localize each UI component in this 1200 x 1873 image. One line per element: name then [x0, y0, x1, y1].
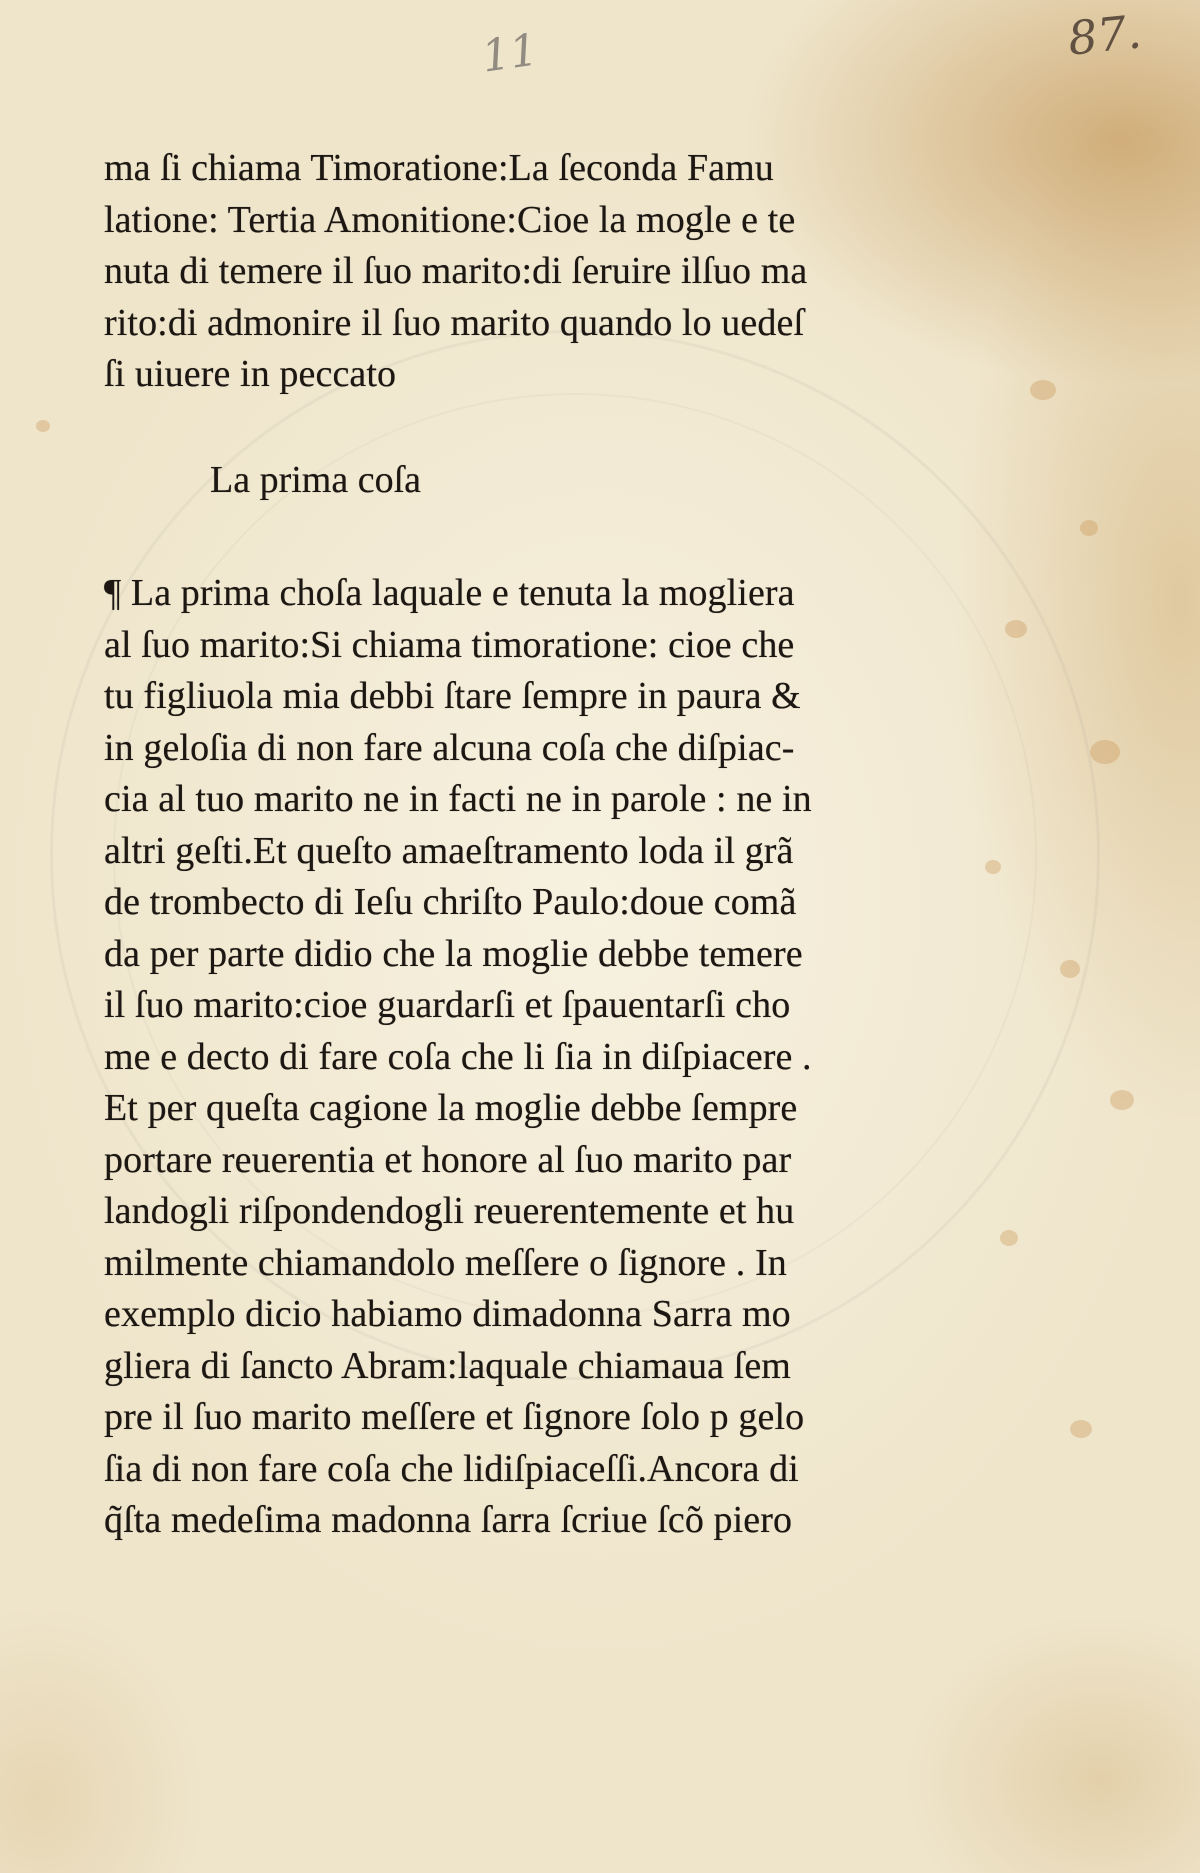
foxing-spot: [1030, 380, 1056, 400]
text-line: me e decto di fare coſa che li ſia in diſpiacere .: [104, 1035, 812, 1078]
text-line: nuta di temere il ſuo marito:di ſeruire ilſuo ma: [104, 250, 808, 292]
text-line: ſi uiuere in peccato: [104, 353, 397, 395]
text-line: ¶ La prima choſa laquale e tenuta la mogliera: [104, 572, 795, 614]
text-line: ſia di non fare coſa che lidiſpiaceſſi.Ancora di: [104, 1447, 799, 1490]
text-line: milmente chiamandolo meſſere o ſignore . In: [104, 1241, 787, 1284]
foxing-spot: [1005, 620, 1027, 638]
text-line: gliera di ſancto Abram:laquale chiamaua ſem: [104, 1344, 791, 1387]
paragraph-1: [104, 143, 807, 401]
text-line: in geloſia di non fare alcuna coſa che diſpiac-: [104, 726, 795, 769]
text-line: pre il ſuo marito meſſere et ſignore ſolo p gelo: [104, 1396, 805, 1438]
text-line: portare reuerentia et honore al ſuo marito par: [104, 1138, 792, 1181]
paragraph-2: [104, 568, 812, 1547]
text-line: rito:di admonire il ſuo marito quando lo uedeſ: [104, 301, 805, 344]
text-line: exemplo dicio habiamo dimadonna Sarra mo: [104, 1293, 791, 1335]
text-line: cia al tuo marito ne in facti ne in parole : ne in: [104, 778, 812, 820]
text-line: altri geſti.Et queſto amaeſtramento loda il grã: [104, 829, 794, 872]
pencil-folio-number: 11: [478, 24, 542, 83]
foxing-spot: [1090, 740, 1120, 764]
foxing-spot: [1110, 1090, 1134, 1110]
foxing-spot: [1070, 1420, 1092, 1438]
foxing-spot: [985, 860, 1001, 874]
text-line: de trombecto di Ieſu chriſto Paulo:doue comã: [104, 881, 797, 923]
foxing-spot: [36, 420, 50, 432]
section-heading: La prima coſa: [210, 459, 422, 501]
foxing-spot: [1080, 520, 1098, 536]
text-line: al ſuo marito:Si chiama timoratione: cioe che: [104, 623, 795, 666]
text-line: da per parte didio che la moglie debbe temere: [104, 932, 803, 975]
text-line: il ſuo marito:cioe guardarſi et ſpauentarſi cho: [104, 984, 791, 1026]
text-line: Et per queſta cagione la moglie debbe ſempre: [104, 1087, 798, 1129]
text-line: q̃ſta medeſima madonna ſarra ſcriue ſcõ piero: [104, 1499, 793, 1541]
text-line: latione: Tertia Amonitione:Cioe la mogle e te: [104, 198, 796, 241]
text-line: ma ſi chiama Timoratione:La ſeconda Famu: [104, 147, 774, 189]
text-line: landogli riſpondendogli reuerentemente et hu: [104, 1190, 795, 1232]
foxing-spot: [1000, 1230, 1018, 1246]
foxing-spot: [1060, 960, 1080, 978]
text-line: tu figliuola mia debbi ſtare ſempre in paura &: [104, 675, 801, 717]
ink-folio-number: 87.: [1065, 4, 1144, 66]
